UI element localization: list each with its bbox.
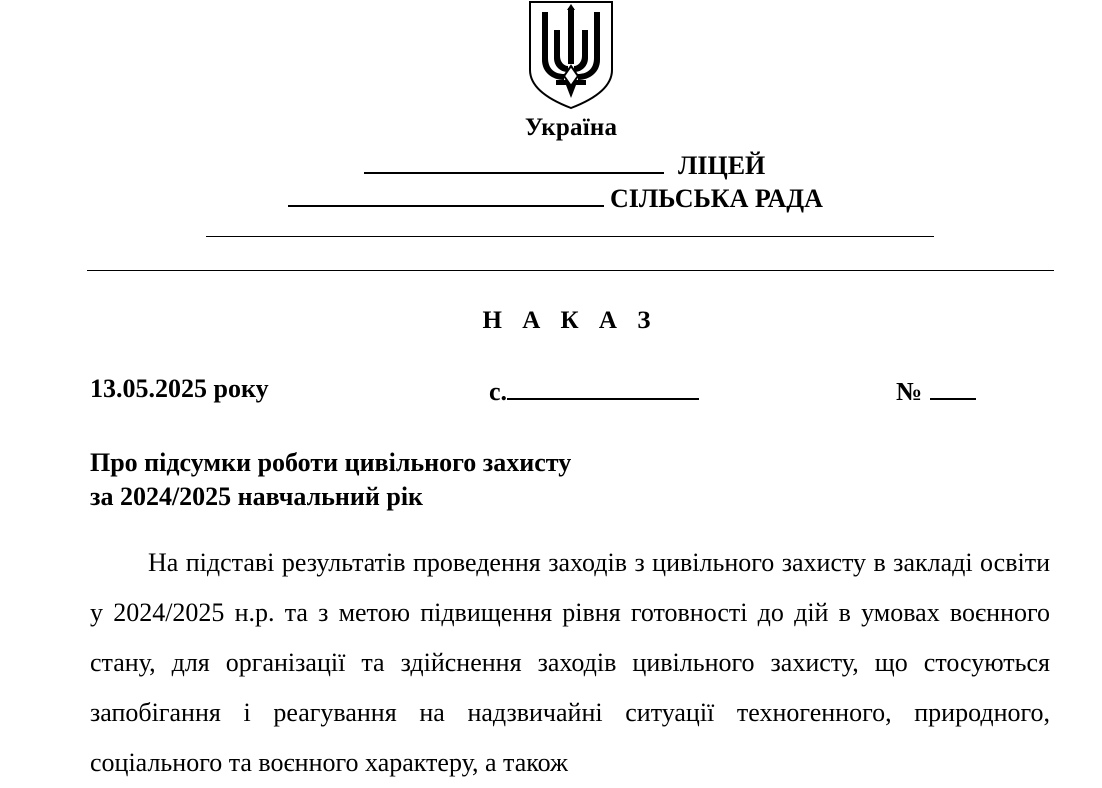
document-type-title: Н А К А З [482,307,658,334]
order-body-paragraph: На підставі результатів проведення заходів з цивільного захисту в закладі освіти у 2024/2025 н.р. та з метою підвищення рівня готовності до дій в умовах воєнного стану, для організації та здійснення заходів цивільного захисту, що стосуються запобігання і реагування на надзвичайні ситуації техногенного, природного, соціального та воєнного характеру, а також [90,548,1050,777]
village-name-blank [507,374,699,400]
institution-line [364,148,765,181]
village-prefix: с. [489,377,508,406]
council-name-blank [288,181,604,207]
council-label: СІЛЬСЬКА РАДА [610,184,823,213]
order-number-blank [930,374,976,400]
order-number [896,374,976,407]
country-name: Україна [524,114,618,141]
institution-name-blank [364,148,664,174]
order-date: 13.05.2025 року [90,374,269,403]
subject-line-1: Про підсумки роботи цивільного захисту [90,448,572,477]
council-line [288,181,823,214]
order-location [489,374,699,407]
trident-coat-of-arms-icon [526,0,616,110]
address-line-divider [206,236,934,237]
institution-label: ЛІЦЕЙ [678,151,766,180]
number-prefix: № [896,377,923,406]
subject-line-2: за 2024/2025 навчальний рік [90,482,424,511]
order-subject [90,446,571,514]
header-divider [87,270,1054,271]
